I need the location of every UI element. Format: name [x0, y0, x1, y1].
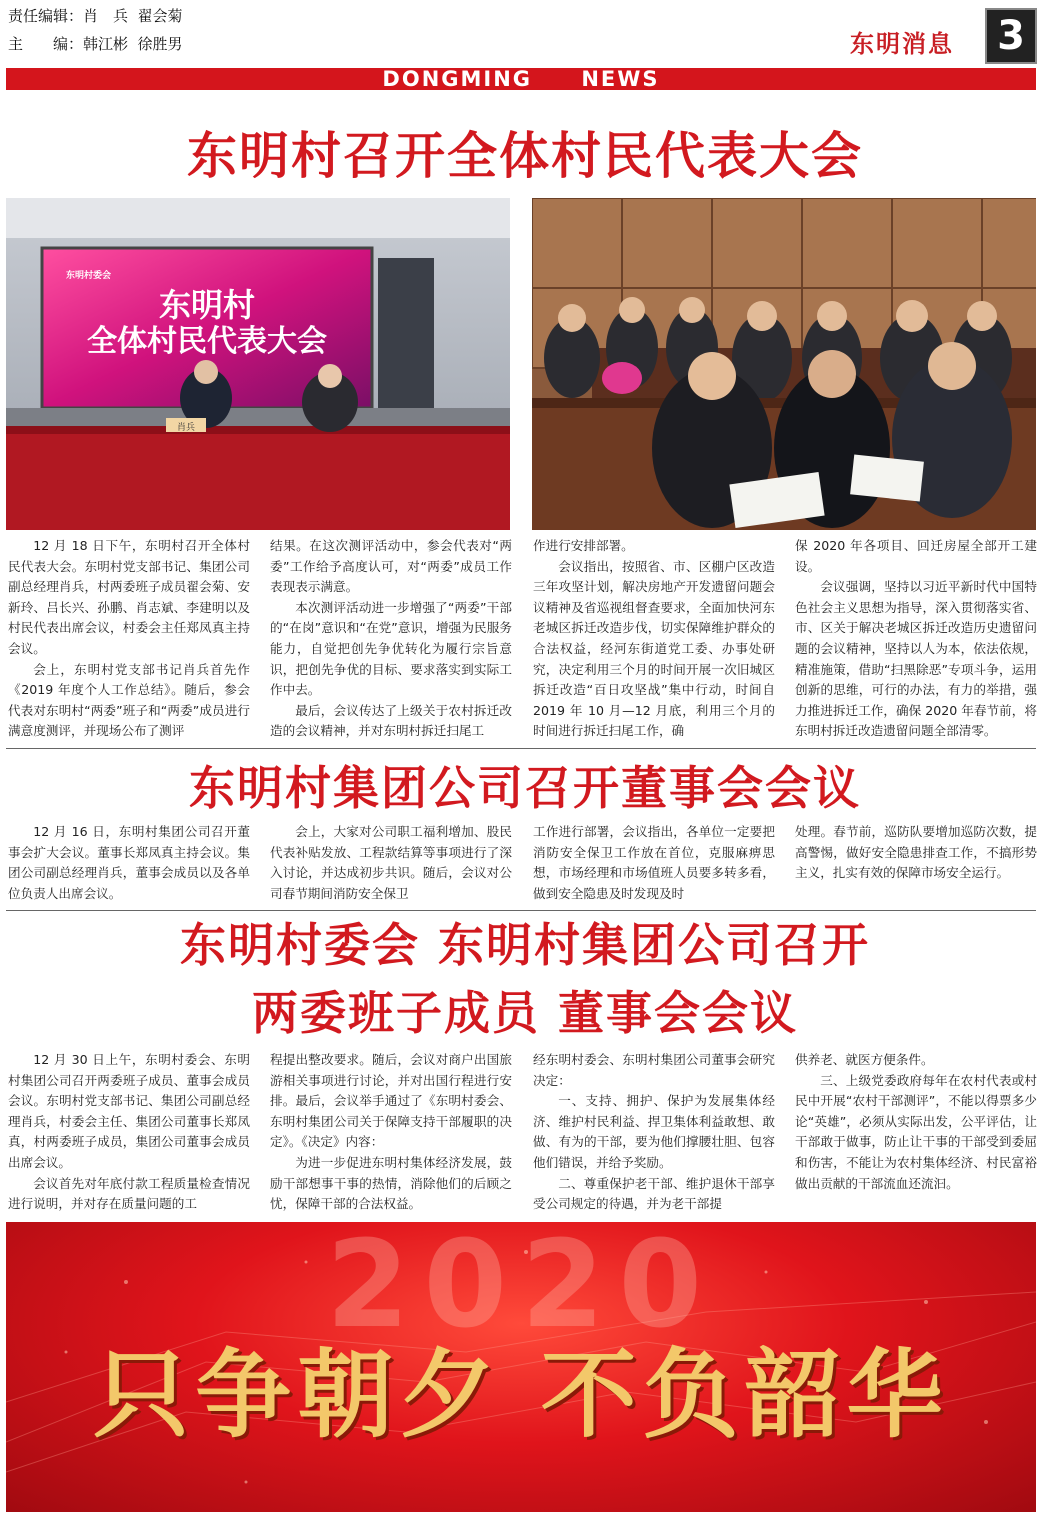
article1-title: 东明村召开全体村民代表大会: [187, 127, 863, 185]
nameplate: 肖兵: [176, 423, 195, 433]
article1-column-3: [533, 536, 775, 742]
chief-editor-line: 主 编：韩江彬 徐胜男: [8, 35, 183, 53]
banner-slogan: 只争朝夕 不负韶华: [93, 1338, 949, 1451]
screen-logo: 东明村委会: [66, 271, 112, 281]
paragraph: 二、尊重保护老干部、维护退休干部享受公司规定的待遇，并为老干部提: [533, 1175, 775, 1212]
article3-column-2: [270, 1050, 512, 1220]
article3-column-4: [795, 1050, 1037, 1220]
paragraph: 作进行安排部署。: [533, 538, 634, 553]
article2-column-4: [795, 822, 1037, 906]
article3-column-1: [8, 1050, 250, 1220]
paragraph: 会议首先对年底付款工程质量检查情况进行说明，并对存在质量问题的工: [8, 1175, 250, 1212]
paragraph: 12 月 16 日，东明村集团公司召开董事会扩大会议。董事长郑凤真主持会议。集团公司副总经理肖兵，董事会成员以及各单位负责人出席会议。: [8, 824, 250, 901]
article1-column-1: [8, 536, 250, 742]
paragraph: 三、上级党委政府每年在农村代表或村民中开展“农村干部测评”，不能以得票多少论“英雄”，必须从实际出发，公平评估，让干部敢于做事，防止让干事的干部受到委屈和伤害，不能让为农村集体经济、村民富裕做出贡献的干部流血还流汩。: [795, 1072, 1037, 1191]
page-number: 3: [985, 8, 1037, 64]
article2-title: 东明村集团公司召开董事会会议: [189, 761, 861, 815]
paragraph: 会议强调，坚持以习近平新时代中国特色社会主义思想为指导，深入贯彻落实省、市、区关于解决老城区拆迁改造历史遗留问题的会议精神，坚持以人为本，依法依规，精准施策，借助“扫黑除恶”专项斗争，运用创新的思维，可行的办法，有力的举措，强力推进拆迁工作，确保 2020 年春节前，将东明村拆迁改造遗留问题全部清零。: [795, 579, 1037, 739]
article3-title-line1: 东明村委会 东明村集团公司召开: [179, 918, 870, 972]
meeting-audience-photo: [532, 198, 1036, 530]
screen-text-line1: 东明村: [158, 286, 255, 324]
article1-column-2: [270, 536, 512, 742]
screen-text-line2: 全体村民代表大会: [87, 324, 327, 359]
paragraph: 处理。春节前，巡防队要增加巡防次数，提高警惕，做好安全隐患排查工作，不搞形势主义，扎实有效的保障市场安全运行。: [795, 824, 1037, 881]
paragraph: 工作进行部署，会议指出，各单位一定要把消防安全保卫工作放在首位，克服麻痹思想，市场经理和市场值班人员要多转多看，做到安全隐患及时发现及时: [533, 824, 775, 901]
paragraph: 经东明村委会、东明村集团公司董事会研究决定：: [533, 1052, 775, 1088]
article2-column-3: [533, 822, 775, 906]
meeting-stage-photo: [6, 198, 510, 530]
editor-line: 责任编辑：肖 兵 翟会菊: [8, 7, 183, 25]
newspaper-brand: 东明消息: [850, 29, 954, 58]
paragraph: 结果。在这次测评活动中，参会代表对“两委”工作给予高度认可，对“两委”成员工作表现表示满意。: [270, 538, 512, 595]
banner-year: 2020: [326, 1222, 716, 1355]
paragraph: 为进一步促进东明村集体经济发展，鼓励干部想事干事的热情，消除他们的后顾之忧，保障干部的合法权益。: [270, 1154, 512, 1212]
paragraph: 12 月 18 日下午，东明村召开全体村民代表大会。东明村党支部书记、集团公司副总经理肖兵，村两委班子成员翟会菊、安新玲、吕长兴、孙鹏、肖志斌、李建明以及村民代表出席会议，村委会主任郑凤真主持会议。: [8, 538, 250, 656]
article3-title-line2: 两委班子成员 董事会会议: [251, 986, 798, 1040]
paragraph: 本次测评活动进一步增强了“两委”干部的“在岗”意识和“在党”意识，增强为民服务能力，自觉把创先争优转化为履行宗旨意识，把创先争优的目标、要求落实到实际工作中去。: [270, 599, 512, 698]
paragraph: 最后，会议传达了上级关于农村拆迁改造的会议精神，并对东明村拆迁扫尾工: [270, 702, 512, 739]
section-divider: [6, 910, 1036, 911]
paragraph: 一、支持、拥护、保护为发展集体经济、维护村民利益、捍卫集体利益敢想、敢做、有为的干部，要为他们撑腰壮胆、包容他们错误，并给予奖励。: [533, 1093, 775, 1170]
paragraph: 会上，东明村党支部书记肖兵首先作《2019 年度个人工作总结》。随后，参会代表对东明村“两委”班子和“两委”成员进行满意度测评，并现场公布了测评: [8, 661, 250, 739]
paragraph: 会上，大家对公司职工福利增加、股民代表补贴发放、工程款结算等事项进行了深入讨论，并达成初步共识。随后，会议对公司春节期间消防安全保卫: [270, 824, 512, 901]
article2-column-1: [8, 822, 250, 906]
paragraph: 12 月 30 日上午，东明村委会、东明村集团公司召开两委班子成员、董事会成员会议。东明村党支部书记、集团公司副总经理肖兵，村委会主任、集团公司董事长郑凤真，村两委班子成员，集团公司董事会成员出席会议。: [8, 1052, 250, 1170]
paragraph: 程提出整改要求。随后，会议对商户出国旅游相关事项进行讨论，并对出国行程进行安排。最后，会议举手通过了《东明村委会、东明村集团公司关于保障支持干部履职的决定》。《决定》内容：: [270, 1052, 512, 1150]
section-divider: [6, 748, 1036, 749]
new-year-banner: [6, 1222, 1036, 1512]
article3-column-3: [533, 1050, 775, 1220]
article1-column-4: [795, 536, 1037, 742]
article2-column-2: [270, 822, 512, 906]
dongming-news-banner: DONGMING NEWS: [6, 68, 1036, 90]
paragraph: 会议指出，按照省、市、区棚户区改造三年攻坚计划，解决房地产开发遗留问题会议精神及省巡视组督查要求，全面加快河东老城区拆迁改造步伐，切实保障维护群众的合法权益，经河东街道党工委、办事处研究，决定利用三个月的时间开展一次旧城区拆迁改造“百日攻坚战”集中行动，时间自 2019 年 10 月—12 月底，利用三个月的时间进行拆迁扫尾工作，确: [533, 558, 775, 739]
paragraph: 保 2020 年各项目、回迁房屋全部开工建设。: [795, 538, 1037, 574]
paragraph: 供养老、就医方便条件。: [795, 1052, 934, 1067]
